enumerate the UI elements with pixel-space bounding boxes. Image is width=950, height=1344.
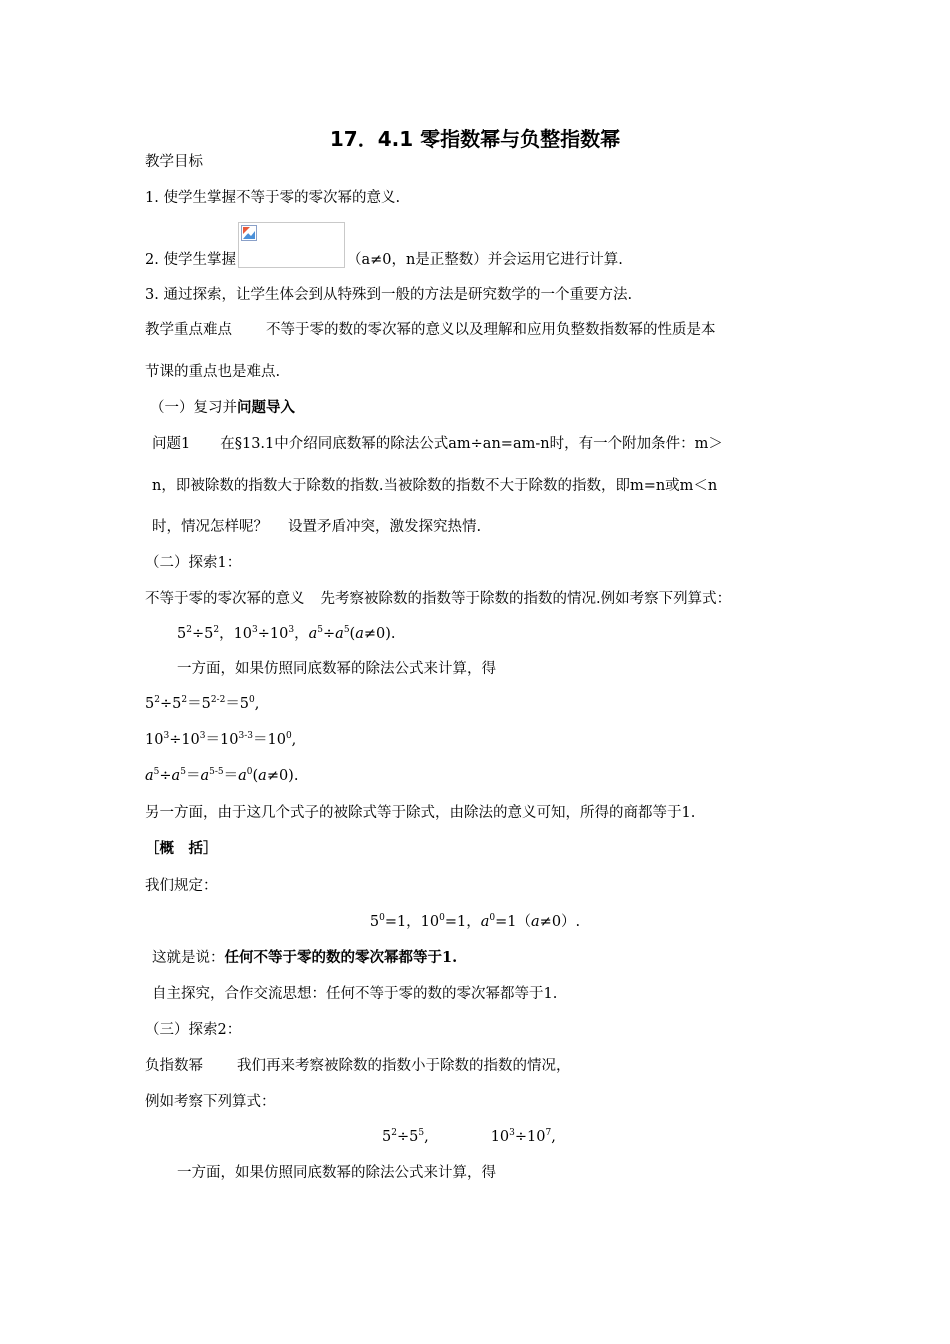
question-1-text3b: 设置矛盾冲突，激发探究热情. [288,519,482,535]
formula-image-placeholder [238,222,345,268]
other-side-text: 另一方面，由于这几个式子的被除式等于除式，由除法的意义可知，所得的商都等于1. [145,805,696,821]
section-3-heading: （三）探索2： [145,1022,242,1038]
page-title: 17．4.1 零指数幂与负整指数幂 [329,127,621,151]
key-points-cont: 节课的重点也是难点. [145,364,281,380]
objective-2-suffix: （a≠0，n是正整数）并会运用它进行计算. [346,252,623,268]
zero-power-label: 不等于零的零次幂的意义 [145,591,305,607]
negative-power-intro [145,1056,571,1076]
section-1-heading [150,398,295,418]
objective-2 [145,250,623,270]
question-1-line3 [152,517,481,537]
question-1-label: 问题1 [152,436,191,452]
objective-1: 1. 使学生掌握不等于零的零次幂的意义. [145,190,401,206]
question-1-text3a: 时，情况怎样呢？ [152,519,268,535]
objective-3: 3. 通过探索，让学生体会到从特殊到一般的方法是研究数学的一个重要方法. [145,287,633,303]
that-is-prefix: 这就是说： [152,950,225,966]
formula-line-3: $a^5\div a^5=a^{5-5}=a^0(a\ne 0)$. [145,767,299,784]
question-1-line1 [152,434,723,454]
question-1-line2: n，即被除数的指数大于除数的指数.当被除数的指数不大于除数的指数，即m=n或m＜n [152,478,718,494]
objective-2-prefix: 2. 使学生掌握 [145,252,236,268]
one-side-text: 一方面，如果仿照同底数幂的除法公式来计算，得 [177,661,496,677]
broken-image-icon [241,225,257,241]
formula-examples-1: $5^2\div 5^2$，$10^3\div 10^3$，$a^5\div a^5(a\ne 0)$. [177,625,396,642]
section-2-heading: （二）探索1： [145,555,242,571]
key-points-label: 教学重点难点 [145,322,232,338]
that-is-bold: 任何不等于零的数的零次幂都等于1. [224,949,458,966]
section-1-bold: 问题导入 [237,399,295,416]
section-1-prefix: （一）复习并 [150,400,237,416]
question-1-text1: 在§13.1中介绍同底数幂的除法公式am÷an=am-n时，有一个附加条件：m＞ [220,436,723,452]
formula-line-1: $5^2\div 5^2=5^{2-2}=5^0$, [145,695,260,712]
key-points-text: 不等于零的数的零次幂的意义以及理解和应用负整数指数幂的性质是本 [266,322,716,338]
key-points [145,320,716,340]
objectives-heading: 教学目标 [145,154,203,170]
that-is [152,948,457,968]
one-side-text-2: 一方面，如果仿照同底数幂的除法公式来计算，得 [177,1165,496,1181]
formula-line-2: $10^3\div 10^3=10^{3-3}=10^0$, [145,731,297,748]
negative-power-text: 我们再来考察被除数的指数小于除数的指数的情况， [237,1058,571,1074]
we-define: 我们规定： [145,878,218,894]
negative-power-label: 负指数幂 [145,1058,203,1074]
formula-examples-2: $5^2\div 5^5$, $10^3\div 10^7$, [382,1128,556,1145]
self-explore: 自主探究，合作交流思想：任何不等于零的数的零次幂都等于1. [152,986,558,1002]
zero-power-intro [145,589,731,609]
zero-power-text: 先考察被除数的指数等于除数的指数的情况.例如考察下列算式： [320,591,732,607]
summary-heading: ［概 括］ [145,840,218,857]
example-text: 例如考察下列算式： [145,1094,276,1110]
definition-formula: $5^0=1$，$10^0=1$，$a^0=1(a\ne 0)$. [369,913,581,930]
